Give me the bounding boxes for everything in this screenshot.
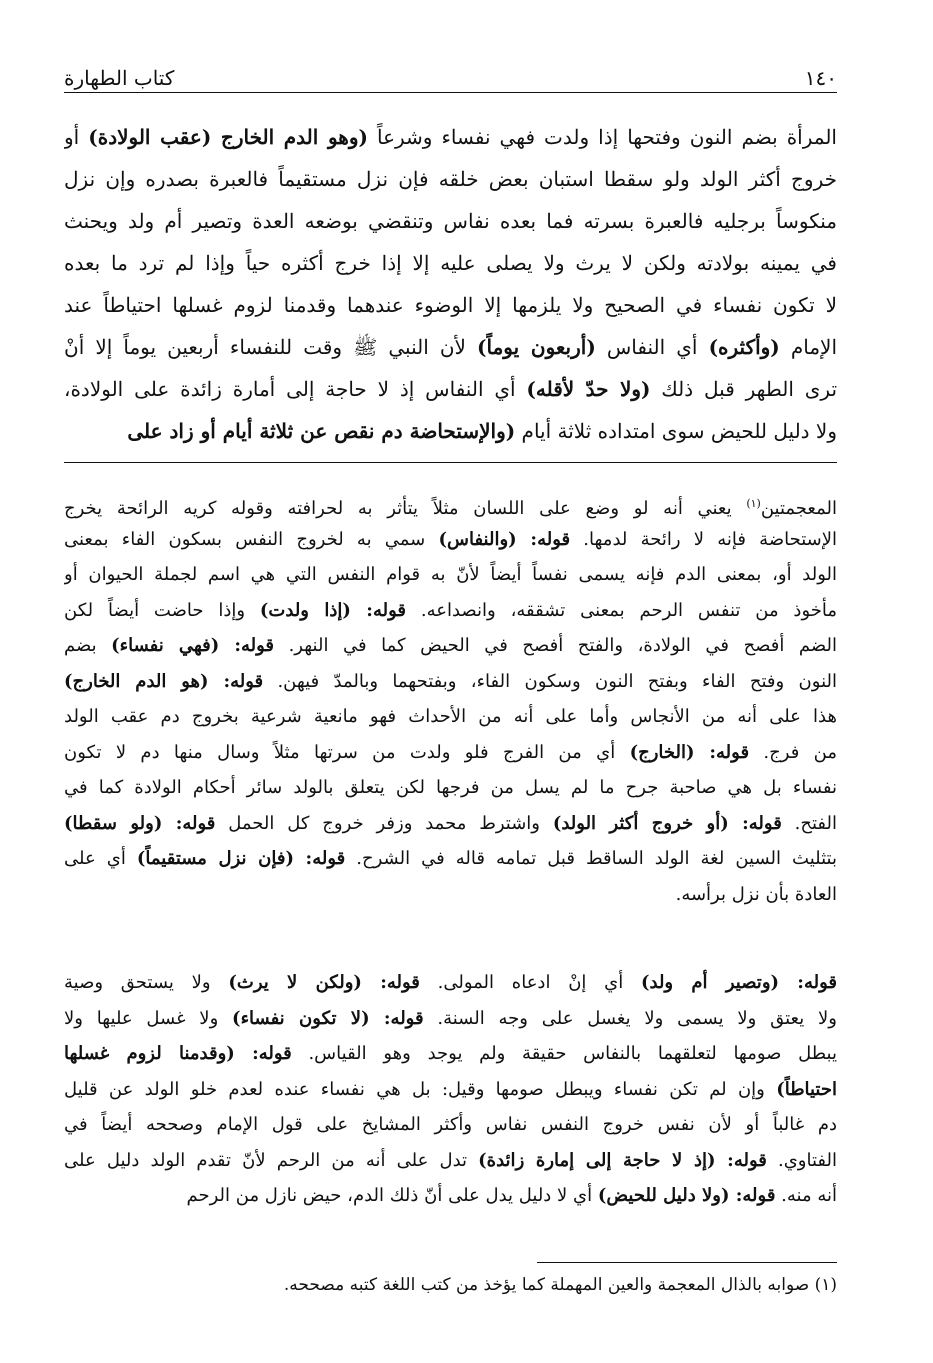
text-line	[64, 326, 837, 368]
text-line	[64, 284, 837, 326]
text-line	[64, 877, 837, 913]
text-segment: أنه منه.	[775, 1185, 837, 1206]
header-rule	[64, 92, 837, 93]
commentary-text	[64, 486, 837, 912]
text-line	[64, 806, 837, 842]
text-segment: أي إنْ ادعاه المولى.	[419, 972, 641, 993]
bold-segment: قوله: (أو خروج أكثر الولد)	[552, 812, 782, 834]
text-line	[64, 486, 837, 522]
text-segment: ولا يعتق ولا يسمى ولا يغسل على وجه السنة.	[423, 1007, 837, 1029]
text-line	[64, 628, 837, 664]
text-segment: واشترط محمد وزفر خروج كل الحمل	[215, 812, 553, 834]
text-segment: الإستحاضة فإنه لا رائحة لدمها.	[570, 528, 837, 550]
bold-segment: (ولا حدّ لأقله)	[526, 377, 651, 401]
text-line	[64, 965, 837, 1001]
footnote: (١) صوابه بالذال المعجمة والعين المهملة كما يؤخذ من كتب اللغة كتبه مصححه.	[283, 1275, 837, 1295]
text-line	[64, 1036, 837, 1072]
footnote-rule	[537, 1262, 837, 1263]
page-header	[64, 50, 837, 90]
text-segment: الإمام	[779, 335, 837, 359]
text-segment: أي لا دليل يدل على أنّ ذلك الدم، حيض نازل من الرحم	[186, 1185, 598, 1206]
bold-segment: قوله: (وتصير أم ولد)	[640, 972, 837, 993]
text-segment: الضم أفصح في الولادة، والفتح أفصح في الحيض كما في النهر.	[274, 635, 837, 656]
text-segment: (١)	[746, 497, 761, 510]
text-segment: يعني أنه لو وضع على اللسان مثلاً يتأثر به لحرافته وقوله كريه الرائحة يخرج	[64, 498, 747, 519]
text-segment: خروج أكثر الولد ولو سقطا استبان بعض خلقه فإن نزل مستقيماً فالعبرة بصدره وإن نزل	[64, 167, 837, 191]
text-segment: الفتاوي.	[766, 1149, 837, 1171]
bold-segment: قوله: (لا تكون نفساء)	[232, 1007, 424, 1029]
text-segment: الولد أو، بمعنى الدم فإنه يسمى نفساً أيضاً لأنّ به قوام النفس التي هي اسم لجملة الحيوان أو	[64, 564, 837, 585]
text-line	[64, 1107, 837, 1143]
bold-segment: (والإستحاضة دم نقص عن ثلاثة أيام أو زاد على	[127, 419, 516, 443]
text-line	[64, 368, 837, 410]
text-segment: أي من الفرج فلو ولدت من سرتها مثلاً وسال منها دم لا تكون	[64, 741, 630, 763]
text-segment: ترى الطهر قبل ذلك	[650, 377, 837, 401]
bold-segment: قوله: (ولكن لا يرث)	[228, 972, 420, 993]
bold-segment: قوله: (ولا دليل للحيض)	[597, 1185, 776, 1206]
main-text	[64, 116, 837, 452]
text-line	[64, 735, 837, 771]
text-segment: لا تكون نفساء في الصحيح ولا يلزمها إلا الوضوء عندهما وقدمنا لزوم غسلها احتياطاً عند	[64, 293, 837, 317]
text-segment: لأن النبي ﷺ وقت للنفساء أربعين يوماً إلا أنْ	[64, 335, 478, 359]
text-segment: بتثليث السين لغة الولد الساقط قبل تمامه قاله في الشرح.	[345, 848, 837, 869]
text-line	[64, 522, 837, 558]
text-segment: منكوساً برجليه فالعبرة بسرته فما بعده نفاس وتنقضي بوضعه العدة وتصير أم ولد ويحنث	[64, 209, 837, 233]
bold-segment: قوله: (ولو سقطا)	[64, 812, 216, 834]
text-line	[64, 699, 837, 735]
bold-segment: قوله: (فإن نزل مستقيماً)	[136, 848, 346, 869]
text-segment: ولا دليل للحيض سوى امتداده ثلاثة أيام	[515, 419, 837, 443]
bold-segment: قوله: (الخارج)	[629, 741, 750, 763]
text-segment: تدل على أنه من الرحم لأنّ تقدم الولد دليل على	[64, 1149, 479, 1171]
bold-segment: قوله: (فهي نفساء)	[111, 635, 275, 656]
text-line	[64, 410, 837, 452]
text-segment: وإن لم تكن نفساء ويبطل صومها وقيل: بل هي نفساء عنده لعدم خلو الولد عن قليل	[64, 1078, 777, 1100]
text-segment: سمي به لخروج النفس بسكون الفاء بمعنى	[64, 528, 439, 550]
text-line	[64, 1072, 837, 1108]
bold-segment: قوله: (والنفاس)	[438, 528, 571, 550]
text-segment: من فرج.	[749, 741, 837, 763]
page-number: ١٤٠	[804, 66, 837, 90]
text-line	[64, 664, 837, 700]
text-line	[64, 593, 837, 629]
text-segment: المعجمتين	[760, 498, 837, 519]
text-line	[64, 1143, 837, 1179]
text-segment: المرأة بضم النون وفتحها إذا ولدت فهي نفساء وشرعاً	[367, 125, 837, 149]
text-segment: العادة بأن نزل برأسه.	[675, 883, 837, 905]
bold-segment: (وهو الدم الخارج (عقب الولادة)	[88, 125, 368, 149]
text-segment: أي النفاس إذ لا حاجة إلى أمارة زائدة على الولادة،	[64, 377, 527, 401]
text-line	[64, 1001, 837, 1037]
text-segment: دم غالباً أو لأن نفس خروج النفس نفاس وأكثر المشايخ على قول الإمام وصححه أيضاً في	[64, 1114, 837, 1135]
bold-segment: قوله: (وقدمنا لزوم غسلها	[64, 1043, 292, 1064]
commentary-text-2	[64, 965, 837, 1214]
bold-segment: (أربعون يوماً)	[477, 335, 596, 359]
text-segment: أي على	[64, 848, 137, 869]
text-segment: بضم	[64, 635, 112, 656]
text-segment: وإذا حاضت أيضاً لكن	[64, 599, 260, 621]
bold-segment: احتياطاً)	[776, 1078, 837, 1100]
text-line	[64, 770, 837, 806]
text-line	[64, 557, 837, 593]
text-segment: أي النفاس	[595, 335, 709, 359]
text-segment: مأخوذ من تنفس الرحم بمعنى تشققه، وانصداعه.	[406, 599, 837, 621]
text-segment: في يمينه بولادته ولكن لا يرث ولا يصلى عليه إلا إذا خرج أكثره حياً وإذا لم ترد ما بعده	[64, 251, 837, 275]
text-line	[64, 200, 837, 242]
text-segment: ولا يستحق وصية	[64, 972, 229, 993]
text-segment: نفساء بل هي صاحبة جرح ما لم يسل من فرجها لكن يتعلق بالولد سائر أحكام الولادة كما في	[64, 777, 837, 798]
text-line	[64, 158, 837, 200]
text-line	[64, 116, 837, 158]
text-segment: أو	[64, 125, 89, 149]
text-segment: ولا غسل عليها ولا	[64, 1007, 233, 1029]
text-line	[64, 841, 837, 877]
text-segment: الفتح.	[781, 812, 837, 834]
text-segment: هذا على أنه من الأنجاس وأما على أنه من الأحداث فهو مانعية شرعية بخروج دم عقب الولد	[64, 706, 837, 727]
book-title: كتاب الطهارة	[64, 66, 175, 90]
bold-segment: قوله: (إذ لا حاجة إلى إمارة زائدة)	[478, 1149, 767, 1171]
text-segment: يبطل صومها لتعلقهما بالنفاس حقيقة ولم يوجد وهو القياس.	[291, 1043, 837, 1064]
text-segment: النون وفتح الفاء وبفتح النون وسكون الفاء، وبفتحهما وبالمدّ فيهن.	[263, 670, 837, 692]
bold-segment: قوله: (هو الدم الخارج)	[64, 670, 264, 692]
bold-segment: قوله: (إذا ولدت)	[259, 599, 406, 621]
bold-segment: (وأكثره)	[708, 335, 780, 359]
text-line	[64, 242, 837, 284]
text-line	[64, 1178, 837, 1214]
text-separator-rule	[64, 462, 837, 463]
